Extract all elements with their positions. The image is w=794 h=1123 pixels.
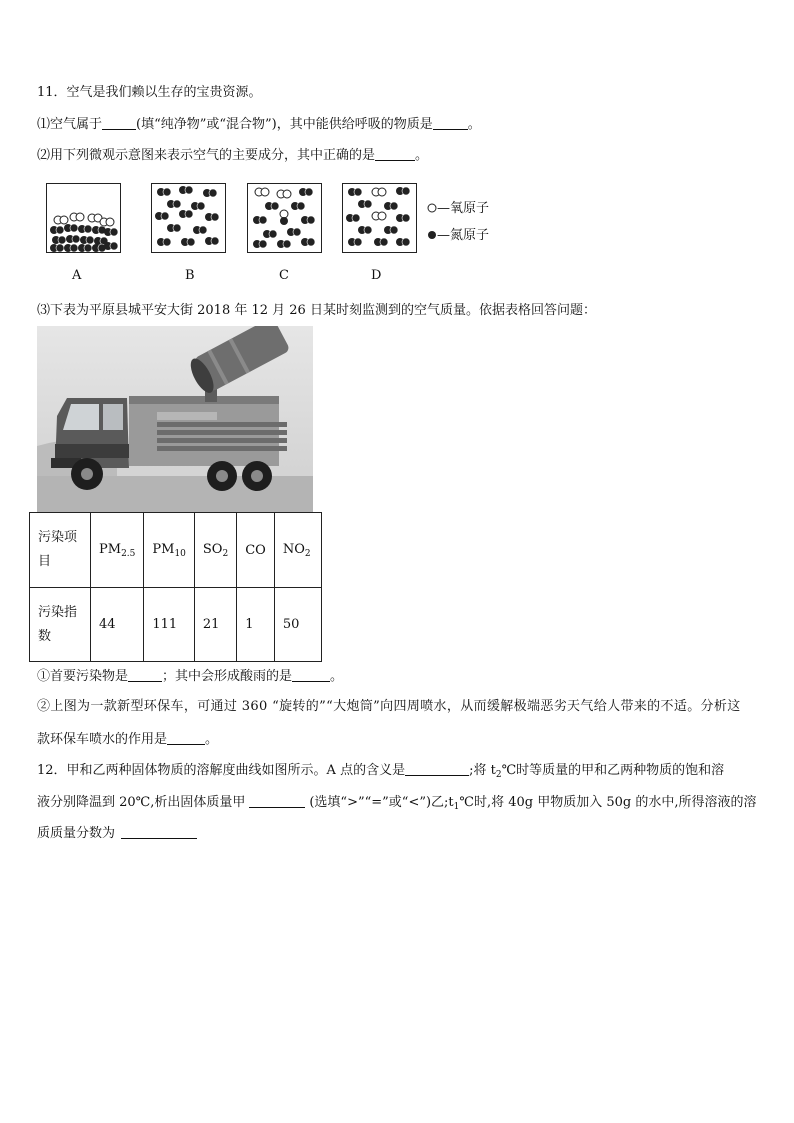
q12-line2-text-a: 液分别降温到 20℃,析出固体质量甲: [37, 795, 246, 810]
header-pm25: $PM_{2.5}$: [91, 513, 144, 588]
q12-line1-text-a: 12．甲和乙两种固体物质的溶解度曲线如图所示。A 点的含义是: [37, 763, 406, 778]
q11-sub1-blank-2[interactable]: [292, 667, 330, 682]
q11-sub2-line2: [37, 730, 218, 749]
oxygen-atom-icon: [427, 203, 437, 213]
q11-sub2-text-a: 款环保车喷水的作用是: [37, 732, 168, 747]
q11-part1-blank-1[interactable]: [102, 115, 136, 130]
option-c-label: C: [279, 268, 289, 283]
diagram-b-box: [151, 183, 226, 253]
q12-blank-1[interactable]: [405, 761, 469, 776]
legend-oxygen-label: —氧原子: [437, 201, 490, 216]
diagram-b-molecules: [152, 184, 225, 252]
q11-sub1-text-b: ；其中会形成酸雨的是: [162, 669, 293, 684]
nitrogen-atom-icon: [427, 230, 437, 240]
header-pm10: $PM_{10}$: [144, 513, 195, 588]
q11-part1-text-a: ⑴空气属于: [37, 117, 103, 132]
q11-part1-blank-2[interactable]: [433, 115, 468, 130]
diagram-c-molecules: [248, 184, 321, 252]
q12-line2-text-b: (选填“>”“=”或“<”)乙;t: [309, 795, 454, 810]
q11-intro: 11．空气是我们赖以生存的宝贵资源。: [37, 85, 262, 100]
q11-part2-text-a: ⑵用下列微观示意图来表示空气的主要成分，其中正确的是: [37, 148, 376, 163]
value-co: 1: [237, 588, 275, 662]
table-header-row: [30, 513, 322, 588]
header-no2: $NO_2$: [274, 513, 321, 588]
q11-sub1-blank-1[interactable]: [128, 667, 162, 682]
q11-part2: [37, 146, 428, 165]
q12-t2-subscript: 2: [495, 770, 502, 780]
value-pm25: 44: [91, 588, 144, 662]
q12-t1-subscript: 1: [453, 802, 460, 812]
header-co: CO: [237, 513, 275, 588]
row-index-label: 污染指 数: [30, 588, 91, 662]
q12-line2-text-c: ℃时,将 40g 甲物质加入 50g 的水中,所得溶液的溶: [459, 795, 757, 810]
q12-blank-3[interactable]: [121, 824, 197, 839]
value-pm10: 111: [144, 588, 195, 662]
q12-blank-2[interactable]: [249, 793, 305, 808]
option-a-label: A: [72, 268, 82, 283]
q11-part2-blank[interactable]: [375, 146, 415, 161]
header-pollutant-label: 污染项 目: [30, 513, 91, 588]
environmental-truck-photo: [37, 326, 313, 512]
q11-part3: ⑶下表为平原县城平安大街 2018 年 12 月 26 日某时刻监测到的空气质量。依据表格回答问题：: [37, 303, 596, 318]
q11-part1: [37, 115, 481, 134]
q11-part1-text-b: (填“纯净物”或“混合物”)，其中能供给呼吸的物质是: [136, 117, 433, 132]
legend-nitrogen-label: —氮原子: [437, 228, 490, 243]
q11-sub2-blank[interactable]: [167, 730, 205, 745]
q12-line2: [37, 793, 756, 816]
q11-part2-text-b: 。: [415, 148, 429, 163]
option-d-label: D: [371, 268, 382, 283]
q12-line3-text: 质质量分数为: [37, 826, 116, 841]
q12-line3: [37, 824, 197, 843]
value-so2: 21: [194, 588, 236, 662]
q12-line1: [37, 761, 724, 784]
diagram-a-molecules: [47, 184, 120, 252]
q11-sub1: [37, 667, 343, 686]
truck-illustration: [37, 326, 313, 512]
q11-part1-text-c: 。: [467, 117, 481, 132]
legend-oxygen: [427, 197, 489, 216]
q12-line1-text-c: ℃时等质量的甲和乙两种物质的饱和溶: [501, 763, 725, 778]
q11-sub2-text-b: 。: [205, 732, 219, 747]
table-row: [30, 588, 322, 662]
air-quality-table: [29, 512, 322, 662]
diagram-c-box: [247, 183, 322, 253]
diagram-d-molecules: [343, 184, 416, 252]
option-b-label: B: [185, 268, 195, 283]
q11-sub1-text-a: ①首要污染物是: [37, 669, 129, 684]
q12-line1-text-b: ;将 t: [469, 763, 496, 778]
value-no2: 50: [274, 588, 321, 662]
diagram-a-box: [46, 183, 121, 253]
diagram-d-box: [342, 183, 417, 253]
q11-sub2-line1: ②上图为一款新型环保车，可通过 360 “旋转的”“大炮筒”向四周喷水，从而缓解极端恶劣天气给人带来的不适。分析这: [37, 699, 741, 714]
header-so2: $SO_2$: [194, 513, 236, 588]
legend-nitrogen: [427, 224, 489, 243]
q11-sub1-text-c: 。: [330, 669, 344, 684]
